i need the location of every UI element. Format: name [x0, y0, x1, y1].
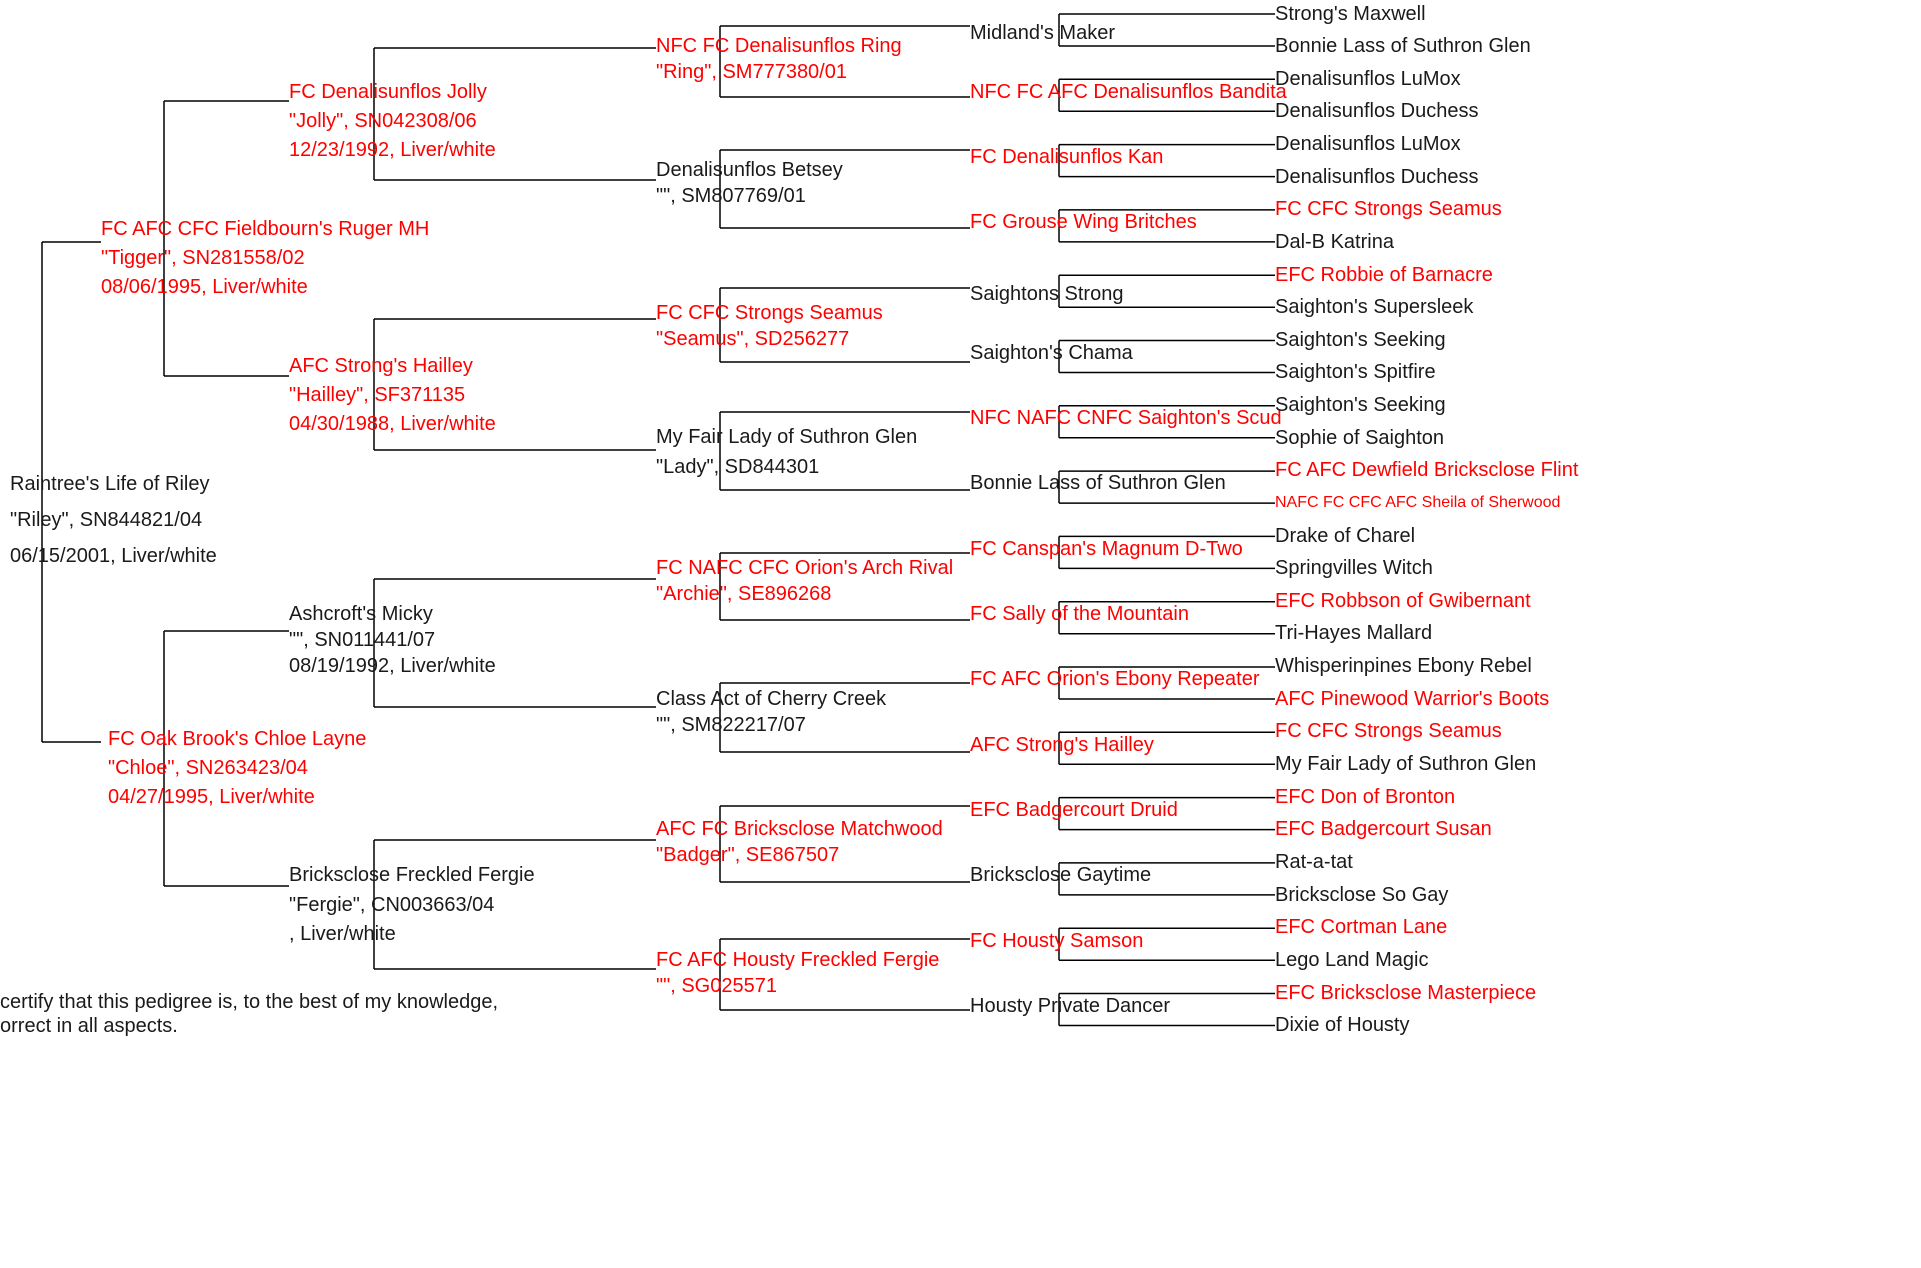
gen2-dam-dam-registration: "Fergie", CN003663/04 [289, 894, 495, 916]
gen5-entry-25: EFC Don of Bronton [1275, 786, 1456, 808]
gen3-entry-8-name: FC AFC Housty Freckled Fergie [656, 949, 940, 971]
gen5-entry-27: Rat-a-tat [1275, 851, 1353, 873]
gen5-entry-30: Lego Land Magic [1275, 949, 1429, 971]
gen4-entry-14: Bricksclose Gaytime [970, 864, 1152, 886]
gen3-entry-1-name: NFC FC Denalisunflos Ring [656, 35, 902, 57]
gen3-entry-6-name: Class Act of Cherry Creek [656, 688, 887, 710]
gen3-entry-6-registration: "", SM822217/07 [656, 714, 806, 736]
subject-registration: "Riley", SN844821/04 [10, 509, 203, 531]
gen5-entry-18: Springvilles Witch [1275, 557, 1433, 579]
gen2-dam-sire-birth: 08/19/1992, Liver/white [289, 655, 496, 677]
gen2-sire-dam-name: AFC Strong's Hailley [289, 355, 473, 377]
gen3-entry-5-registration: "Archie", SE896268 [656, 583, 832, 605]
gen4-entry-11: FC AFC Orion's Ebony Repeater [970, 668, 1260, 690]
gen3-entry-3-registration: "Seamus", SD256277 [656, 328, 850, 350]
gen2-dam-sire-registration: "", SN011441/07 [289, 629, 436, 651]
gen2-sire-dam-registration: "Hailley", SF371135 [289, 384, 466, 406]
gen5-entry-31: EFC Bricksclose Masterpiece [1275, 982, 1537, 1004]
gen4-entry-4: FC Grouse Wing Britches [970, 211, 1197, 233]
gen5-entry-5: Denalisunflos LuMox [1275, 133, 1461, 155]
gen4-entry-12: AFC Strong's Hailley [970, 734, 1154, 756]
gen2-sire-sire-name: FC Denalisunflos Jolly [289, 81, 487, 103]
gen5-entry-10: Saighton's Supersleek [1275, 296, 1474, 318]
gen2-sire-sire-registration: "Jolly", SN042308/06 [289, 110, 477, 132]
gen5-entry-16: NAFC FC CFC AFC Sheila of Sherwood [1275, 494, 1561, 511]
gen3-entry-2-name: Denalisunflos Betsey [656, 159, 843, 181]
gen3-entry-4-name: My Fair Lady of Suthron Glen [656, 426, 918, 448]
gen4-entry-9: FC Canspan's Magnum D-Two [970, 538, 1243, 560]
sire-name: FC AFC CFC Fieldbourn's Ruger MH [101, 218, 430, 240]
gen4-entry-2: NFC FC AFC Denalisunflos Bandita [970, 81, 1287, 103]
gen5-entry-29: EFC Cortman Lane [1275, 916, 1448, 938]
gen5-entry-21: Whisperinpines Ebony Rebel [1275, 655, 1532, 677]
gen4-entry-1: Midland's Maker [970, 22, 1115, 44]
gen5-entry-28: Bricksclose So Gay [1275, 884, 1449, 906]
gen5-entry-12: Saighton's Spitfire [1275, 361, 1436, 383]
gen5-entry-19: EFC Robbson of Gwibernant [1275, 590, 1531, 612]
gen3-entry-7-name: AFC FC Bricksclose Matchwood [656, 818, 943, 840]
gen5-entry-3: Denalisunflos LuMox [1275, 68, 1461, 90]
gen3-entry-1-registration: "Ring", SM777380/01 [656, 61, 847, 83]
gen5-entry-2: Bonnie Lass of Suthron Glen [1275, 35, 1531, 57]
dam-birth: 04/27/1995, Liver/white [108, 786, 315, 808]
dam-name: FC Oak Brook's Chloe Layne [108, 728, 367, 750]
gen5-entry-9: EFC Robbie of Barnacre [1275, 264, 1493, 286]
gen4-entry-10: FC Sally of the Mountain [970, 603, 1189, 625]
gen5-entry-11: Saighton's Seeking [1275, 329, 1446, 351]
gen5-entry-15: FC AFC Dewfield Bricksclose Flint [1275, 459, 1579, 481]
gen5-entry-1: Strong's Maxwell [1275, 3, 1426, 25]
gen5-entry-14: Sophie of Saighton [1275, 427, 1445, 449]
gen4-entry-7: NFC NAFC CNFC Saighton's Scud [970, 407, 1282, 429]
gen3-entry-7-registration: "Badger", SE867507 [656, 844, 840, 866]
gen5-entry-20: Tri-Hayes Mallard [1275, 622, 1433, 644]
subject-name: Raintree's Life of Riley [10, 473, 210, 495]
gen4-entry-3: FC Denalisunflos Kan [970, 146, 1164, 168]
gen5-entry-24: My Fair Lady of Suthron Glen [1275, 753, 1537, 775]
gen5-entry-23: FC CFC Strongs Seamus [1275, 720, 1502, 742]
certification-line-1: certify that this pedigree is, to the best of my knowledge, [0, 991, 499, 1013]
gen5-entry-32: Dixie of Housty [1275, 1014, 1410, 1036]
gen4-entry-6: Saighton's Chama [970, 342, 1133, 364]
gen2-dam-dam-name: Bricksclose Freckled Fergie [289, 864, 535, 886]
gen5-entry-4: Denalisunflos Duchess [1275, 100, 1479, 122]
gen2-sire-sire-birth: 12/23/1992, Liver/white [289, 139, 496, 161]
gen5-entry-26: EFC Badgercourt Susan [1275, 818, 1492, 840]
gen4-entry-13: EFC Badgercourt Druid [970, 799, 1178, 821]
gen4-entry-5: Saightons Strong [970, 283, 1124, 305]
gen5-entry-13: Saighton's Seeking [1275, 394, 1446, 416]
gen5-entry-17: Drake of Charel [1275, 525, 1416, 547]
sire-birth: 08/06/1995, Liver/white [101, 276, 308, 298]
gen4-entry-16: Housty Private Dancer [970, 995, 1171, 1017]
certification-line-2: orrect in all aspects. [0, 1015, 178, 1037]
gen3-entry-5-name: FC NAFC CFC Orion's Arch Rival [656, 557, 954, 579]
gen5-entry-8: Dal-B Katrina [1275, 231, 1394, 253]
gen4-entry-8: Bonnie Lass of Suthron Glen [970, 472, 1226, 494]
gen3-entry-2-registration: "", SM807769/01 [656, 185, 806, 207]
gen5-entry-6: Denalisunflos Duchess [1275, 166, 1479, 188]
subject-birth: 06/15/2001, Liver/white [10, 545, 217, 567]
gen3-entry-3-name: FC CFC Strongs Seamus [656, 302, 883, 324]
gen2-dam-dam-birth: , Liver/white [289, 923, 396, 945]
gen5-entry-7: FC CFC Strongs Seamus [1275, 198, 1502, 220]
gen5-entry-22: AFC Pinewood Warrior's Boots [1275, 688, 1550, 710]
sire-registration: "Tigger", SN281558/02 [101, 247, 305, 269]
gen2-sire-dam-birth: 04/30/1988, Liver/white [289, 413, 496, 435]
gen2-dam-sire-name: Ashcroft's Micky [289, 603, 433, 625]
gen4-entry-15: FC Housty Samson [970, 930, 1144, 952]
dam-registration: "Chloe", SN263423/04 [108, 757, 308, 779]
gen3-entry-4-registration: "Lady", SD844301 [656, 456, 820, 478]
gen3-entry-8-registration: "", SG025571 [656, 975, 777, 997]
